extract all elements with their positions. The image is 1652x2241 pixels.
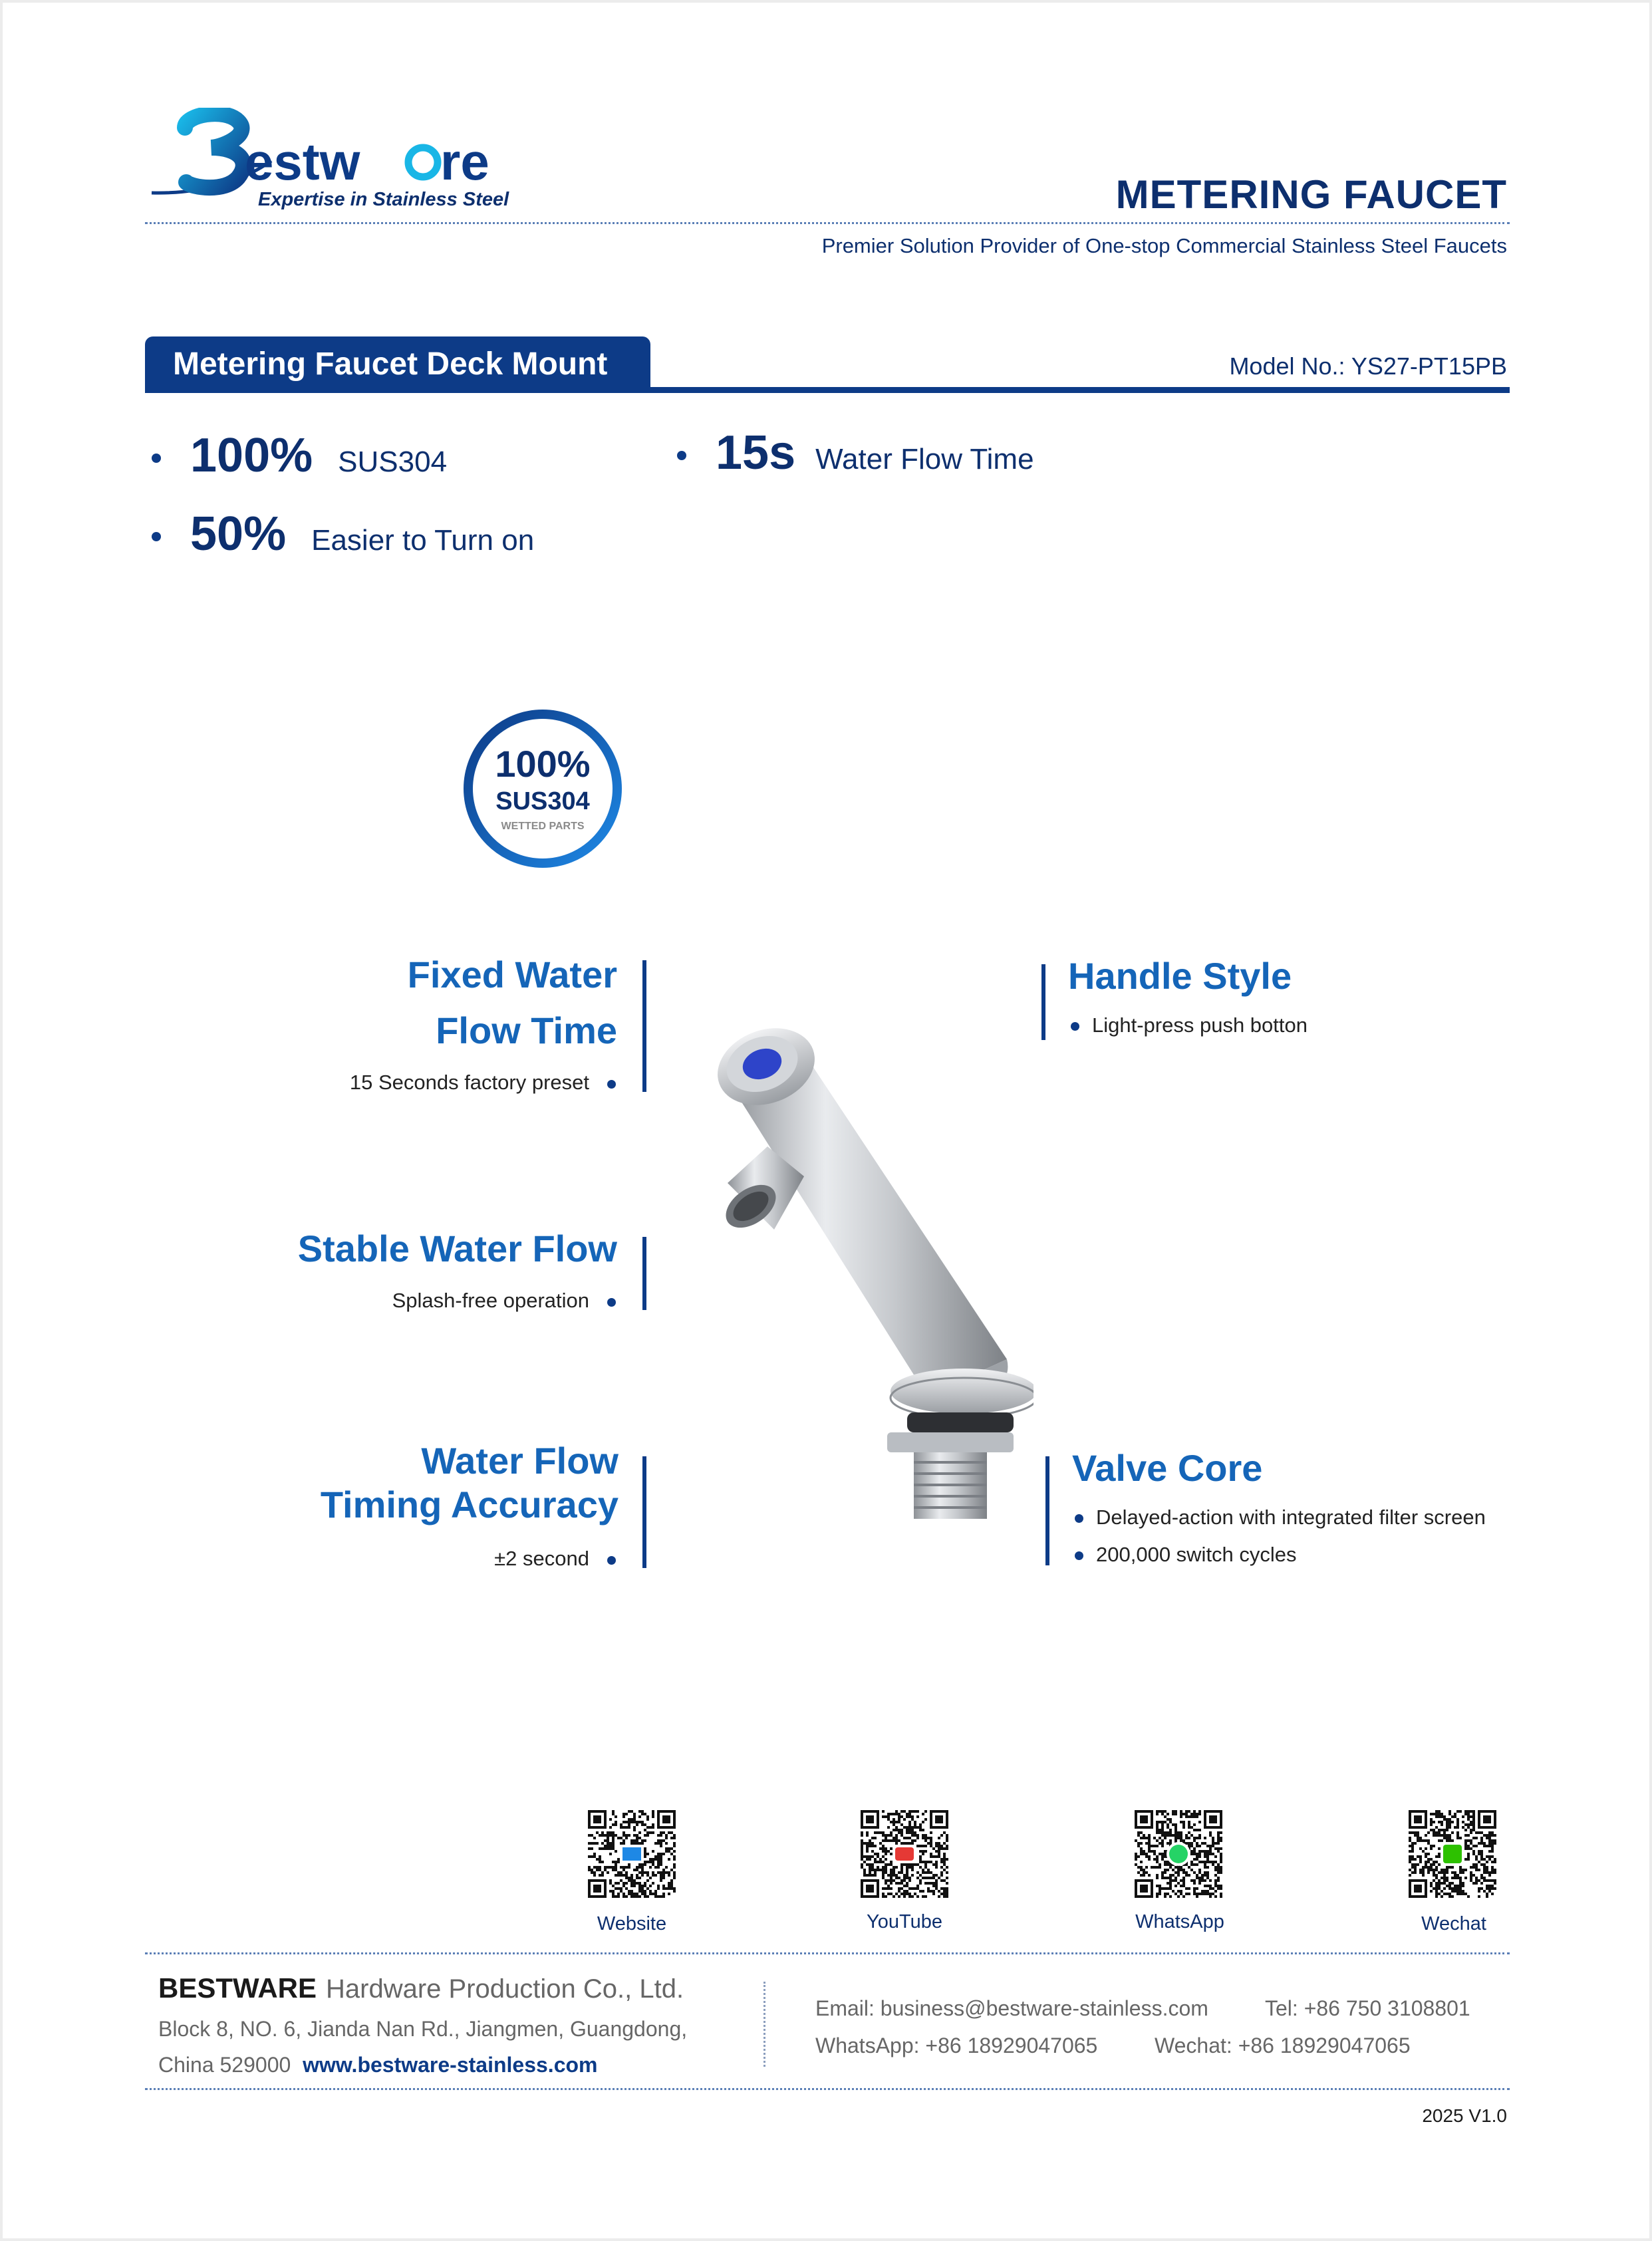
bullet-icon bbox=[607, 1298, 616, 1307]
bullet-icon bbox=[677, 451, 686, 460]
highlight-label: Water Flow Time bbox=[815, 443, 1034, 475]
feature-title-line: Fixed Water bbox=[407, 954, 617, 995]
highlight-label: Easier to Turn on bbox=[311, 524, 535, 557]
address-line bbox=[158, 2047, 687, 2083]
feature-divider bbox=[642, 1456, 646, 1568]
document-title: METERING FAUCET bbox=[1115, 172, 1507, 217]
footer-divider bbox=[145, 1952, 1510, 1954]
bullet-icon bbox=[1075, 1514, 1083, 1523]
company-name bbox=[158, 1972, 684, 2004]
highlight-flow-time bbox=[716, 426, 1034, 480]
model-number: Model No.: YS27-PT15PB bbox=[1229, 352, 1507, 380]
feature-item: Delayed-action with integrated filter screen bbox=[1096, 1506, 1486, 1529]
qr-caption-youtube[interactable]: YouTube bbox=[867, 1911, 942, 1932]
badge-material: SUS304 bbox=[495, 787, 590, 815]
bullet-icon bbox=[152, 454, 161, 463]
feature-divider bbox=[642, 960, 646, 1092]
badge-value: 100% bbox=[495, 743, 591, 785]
bullet-icon bbox=[607, 1556, 616, 1565]
company-address bbox=[158, 2011, 687, 2083]
datasheet-page bbox=[3, 3, 1649, 2238]
feature-timing-accuracy-title bbox=[321, 1439, 619, 1527]
company-rest: Hardware Production Co., Ltd. bbox=[326, 1974, 684, 2004]
feature-item: Splash-free operation bbox=[392, 1289, 589, 1312]
feature-item: Light-press push botton bbox=[1092, 1013, 1308, 1037]
document-version: 2025 V1.0 bbox=[1422, 2105, 1507, 2126]
feature-divider bbox=[1041, 964, 1045, 1040]
youtube-icon bbox=[895, 1847, 914, 1861]
feature-item: 200,000 switch cycles bbox=[1096, 1543, 1297, 1566]
product-name: Metering Faucet Deck Mount bbox=[173, 346, 608, 382]
header-divider bbox=[145, 222, 1510, 224]
highlight-value: 15s bbox=[716, 426, 796, 479]
address-line: Block 8, NO. 6, Jianda Nan Rd., Jiangmen, Guangdong, bbox=[158, 2017, 688, 2041]
document-subtitle: Premier Solution Provider of One-stop Commercial Stainless Steel Faucets bbox=[821, 234, 1507, 257]
bullet-icon bbox=[607, 1080, 616, 1089]
highlight-label: SUS304 bbox=[338, 446, 448, 478]
bestware-logo-icon bbox=[622, 1847, 641, 1861]
qr-caption-whatsapp[interactable]: WhatsApp bbox=[1135, 1911, 1224, 1932]
highlight-value: 50% bbox=[190, 507, 287, 561]
feature-item: ±2 second bbox=[494, 1547, 589, 1570]
feature-title-line: Water Flow bbox=[421, 1440, 619, 1482]
highlight-ease bbox=[190, 507, 534, 561]
address-postcode: China 529000 bbox=[158, 2053, 291, 2077]
footer-bottom-divider bbox=[145, 2088, 1510, 2090]
youtube-qr-code[interactable] bbox=[861, 1810, 948, 1898]
contact-whatsapp[interactable]: WhatsApp: +86 18929047065 bbox=[815, 2034, 1098, 2057]
qr-caption-website[interactable]: Website bbox=[597, 1913, 667, 1934]
feature-valve-core-title: Valve Core bbox=[1072, 1447, 1263, 1489]
company-brand: BESTWARE bbox=[158, 1972, 317, 2004]
svg-text:re: re bbox=[440, 132, 489, 191]
highlight-material bbox=[190, 428, 447, 483]
contact-tel[interactable]: Tel: +86 750 3108801 bbox=[1265, 1996, 1470, 2020]
highlight-value: 100% bbox=[190, 429, 313, 482]
qr-caption-wechat[interactable]: Wechat bbox=[1421, 1913, 1486, 1934]
website-qr-code[interactable] bbox=[588, 1810, 676, 1898]
feature-handle-style-title: Handle Style bbox=[1068, 955, 1292, 997]
badge-note: WETTED PARTS bbox=[501, 821, 585, 832]
bullet-icon bbox=[152, 532, 161, 541]
metering-faucet-image bbox=[688, 1013, 1033, 1532]
contact-wechat[interactable]: Wechat: +86 18929047065 bbox=[1155, 2034, 1411, 2057]
svg-text:estw: estw bbox=[245, 132, 360, 191]
bullet-icon bbox=[1071, 1022, 1079, 1031]
feature-stable-flow-title: Stable Water Flow bbox=[297, 1228, 617, 1269]
footer-separator bbox=[763, 1982, 765, 2067]
feature-title-line: Timing Accuracy bbox=[320, 1484, 619, 1525]
feature-fixed-flow-time-title bbox=[408, 947, 617, 1059]
whatsapp-icon bbox=[1169, 1845, 1188, 1863]
wechat-qr-code[interactable] bbox=[1409, 1810, 1496, 1898]
feature-divider bbox=[642, 1237, 646, 1310]
wechat-icon bbox=[1443, 1845, 1462, 1863]
feature-divider bbox=[1045, 1456, 1049, 1565]
bullet-icon bbox=[1075, 1551, 1083, 1560]
whatsapp-qr-code[interactable] bbox=[1135, 1810, 1222, 1898]
logo-tagline: Expertise in Stainless Steel bbox=[258, 189, 509, 210]
contact-email[interactable]: Email: business@bestware-stainless.com bbox=[815, 1996, 1208, 2020]
product-underline bbox=[145, 387, 1510, 393]
feature-item: 15 Seconds factory preset bbox=[349, 1071, 589, 1094]
website-link[interactable]: www.bestware-stainless.com bbox=[303, 2053, 598, 2077]
feature-title-line: Flow Time bbox=[436, 1009, 617, 1051]
